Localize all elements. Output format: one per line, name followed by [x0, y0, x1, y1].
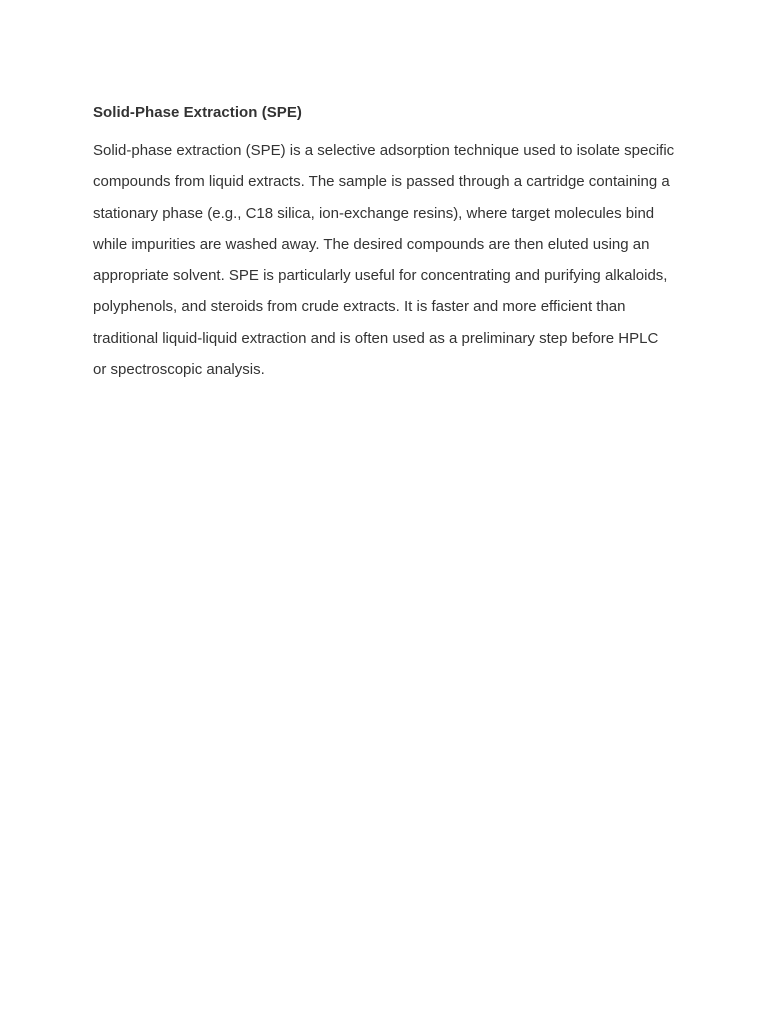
body-paragraph: Solid-phase extraction (SPE) is a selective adsorption technique used to isolate specific compounds from liquid extracts. The sample is passed through a cartridge containing a stationary phase (e.g., C18 silica, ion-exchange resins), where target molecules bind while impurities are washed away. The desired compounds are then eluted using an appropriate solvent. SPE is particularly useful for concentrating and purifying alkaloids, polyphenols, and steroids from crude extracts. It is faster and more efficient than traditional liquid-liquid extraction and is often used as a preliminary step before HPLC or spectroscopic analysis. — [93, 142, 675, 379]
section-heading: Solid-Phase Extraction (SPE) — [93, 104, 302, 121]
